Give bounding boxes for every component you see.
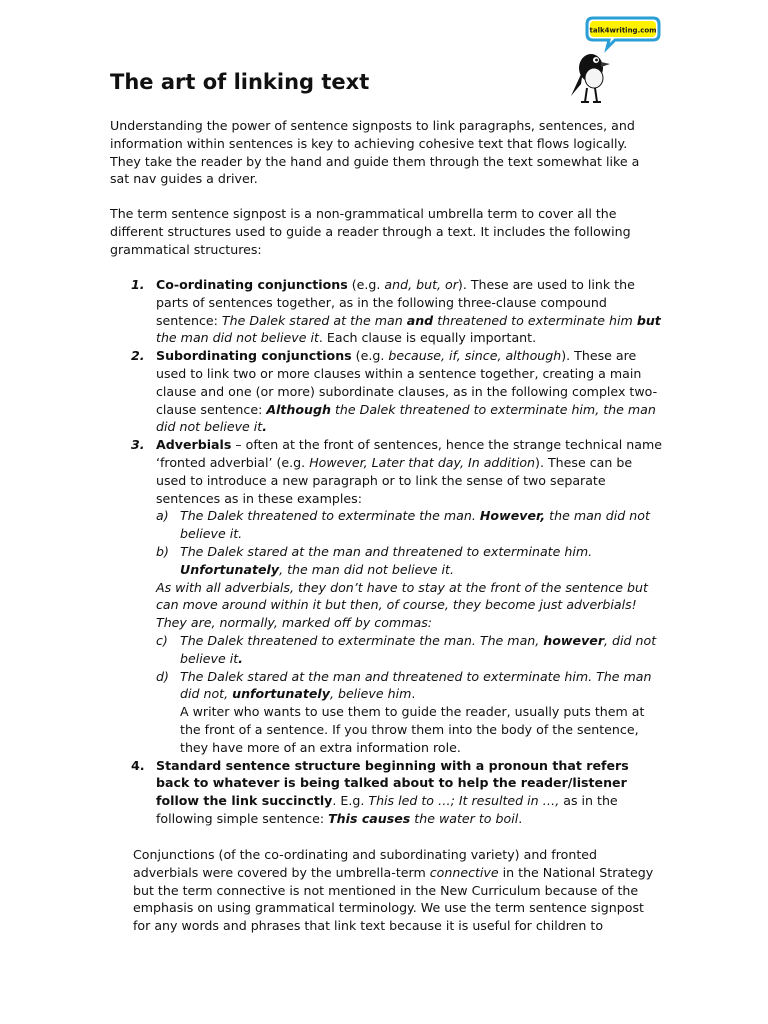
list-item: 2. Subordinating conjunctions (e.g. because, if, since, although). These are used to link two or more clauses within a sentence together, creating a main clause and one (or more) subordinate clauses, as in the following complex two-clause sentence: Although the Dalek threatened to exterminate him, the man did not believe it. bbox=[131, 348, 658, 435]
closing-paragraph: Conjunctions (of the co-ordinating and subordinating variety) and fronted adverbials were covered by the umbrella-term connective in the National Strategy but the term connective is not mentioned in the New Curriculum because of the emphasis on using grammatical terminology. We use the term sentence signpost for any words and phrases that link text because it is useful for children to bbox=[133, 847, 654, 934]
talk4writing-logo bbox=[565, 12, 665, 107]
list-number: 2. bbox=[131, 348, 145, 364]
example-b: b) The Dalek stared at the man and threatened to exterminate him. Unfortunately, the man did not believe it. bbox=[156, 543, 593, 577]
magpie-icon bbox=[565, 12, 665, 107]
adverbial-note: As with all adverbials, they don’t have to stay at the front of the sentence but can move around within it but then, of course, they become just adverbials! They are, normally, marked off by commas: bbox=[156, 579, 648, 631]
list-item: 4. Standard sentence structure beginning with a pronoun that refers back to whatever is being talked about to help the reader/listener follow the link succinctly. E.g. This led to …; It resulted in …, as in the following simple sentence: This causes the water to boil. bbox=[131, 757, 629, 826]
svg-text:talk4writing.com: talk4writing.com bbox=[589, 26, 657, 35]
example-c: c) The Dalek threatened to exterminate the man. The man, however, did not believe it. bbox=[156, 632, 657, 666]
list-number: 3. bbox=[131, 437, 145, 453]
example-a: a) The Dalek threatened to exterminate the man. However, the man did not believe it. bbox=[156, 508, 650, 542]
intro-paragraph-1: Understanding the power of sentence signposts to link paragraphs, sentences, and information within sentences is key to achieving cohesive text that flows logically. They take the reader by the hand and guide them through the text somewhat like a sat nav guides a driver. bbox=[110, 118, 640, 187]
list-item: 1. Co-ordinating conjunctions (e.g. and, but, or). These are used to link the parts of sentences together, as in the following three-clause compound sentence: The Dalek stared at the man and threatened to exterminate him but the man did not believe it. Each clause is equally important. bbox=[131, 277, 661, 346]
example-d: d) The Dalek stared at the man and threatened to exterminate him. The man did not, unfortunately, believe him. A writer who wants to use them to guide the reader, usually puts them at the front of a sentence. If you throw them into the body of the sentence, they have more of an extra information role. bbox=[156, 668, 662, 757]
list-number: 1. bbox=[131, 277, 145, 292]
signpost-list bbox=[110, 276, 662, 828]
list-number: 4. bbox=[131, 757, 145, 773]
intro-paragraph-2: The term sentence signpost is a non-grammatical umbrella term to cover all the different structures used to guide a reader through a text. It includes the following grammatical structures: bbox=[110, 206, 631, 257]
page-title: The art of linking text bbox=[110, 70, 370, 94]
writer-note: A writer who wants to use them to guide the reader, usually puts them at the front of a sentence. If you throw them into the body of the sentence, they have more of an extra information role. bbox=[180, 704, 645, 755]
list-item: 3. Adverbials – often at the front of sentences, hence the strange technical name ‘fronted adverbial’ (e.g. However, Later that day, In addition). These can be used to introduce a new paragraph or to link the sense of two separate sentences as in these examples: a) The Dalek threatened to exterminate the man. However, the man did not believe it. b) The Dalek stared at the man and threatened to exterminate him. Unfortunately, the man did not believe it. As with all adverbials, they don’t have to stay at the front of the sentence but can move around within it but then, of course, they become just adverbials! They are, normally, marked off by commas: c) The Dalek threatened to exterminate the man. The man, however, did not believe it. d) The Dalek stared at the man and threatened to exterminate him. The man did not, unfortunately, believe him. A writer who wants to use them to guide the reader, usually puts them at the front of a sentence. If you throw them into the body of the sentence, they have more of an extra information role. bbox=[131, 437, 663, 755]
